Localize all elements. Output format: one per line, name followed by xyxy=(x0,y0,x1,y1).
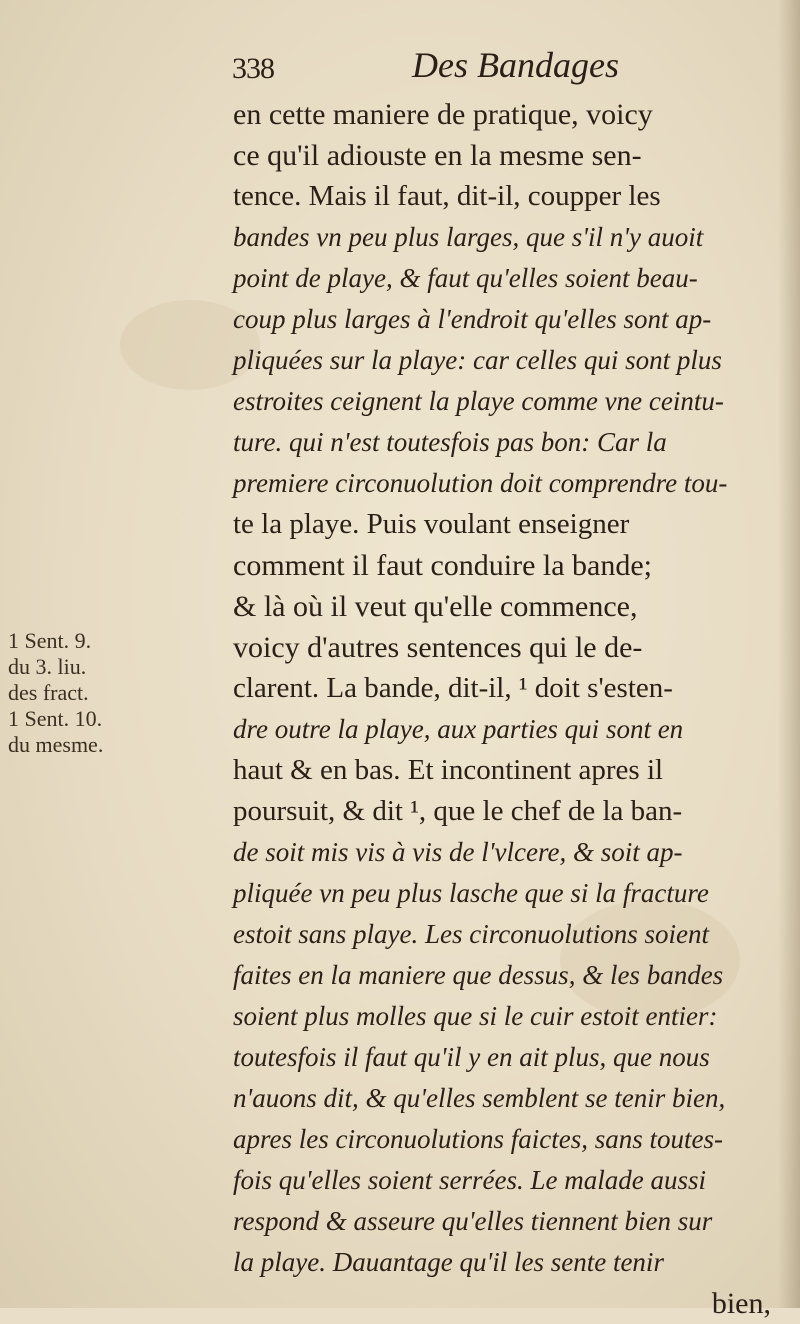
text-line: soient plus molles que si le cuir estoit entier: xyxy=(233,1001,718,1031)
margin-note: du 3. liu. xyxy=(8,654,87,679)
text-line: n'auons dit, & qu'elles semblent se tenir bien, xyxy=(233,1083,726,1113)
text-line: bandes vn peu plus larges, que s'il n'y auoit xyxy=(233,222,704,252)
text-line: point de playe, & faut qu'elles soient beau- xyxy=(233,263,698,293)
text-line: la playe. Dauantage qu'il les sente tenir xyxy=(233,1247,664,1277)
margin-note: des fract. xyxy=(8,680,89,705)
text-line: te la playe. Puis voulant enseigner xyxy=(233,508,630,540)
text-line: pliquées sur la playe: car celles qui sont plus xyxy=(233,345,722,375)
catchword: bien, xyxy=(711,1287,771,1320)
text-line: respond & asseure qu'elles tiennent bien sur xyxy=(233,1206,713,1236)
text-line: clarent. La bande, dit-il, ¹ doit s'esten- xyxy=(233,672,673,704)
text-line: toutesfois il faut qu'il y en ait plus, que nous xyxy=(233,1042,710,1072)
margin-notes xyxy=(8,628,223,758)
text-line: pliquée vn peu plus lasche que si la fracture xyxy=(233,878,709,908)
running-title: Des Bandages xyxy=(412,45,619,85)
text-line: haut & en bas. Et incontinent apres il xyxy=(233,754,664,786)
text-line: comment il faut conduire la bande; xyxy=(233,549,653,582)
text-line: en cette maniere de pratique, voicy xyxy=(233,98,653,131)
text-line: estoit sans playe. Les circonuolutions soient xyxy=(233,919,709,949)
text-line: coup plus larges à l'endroit qu'elles sont ap- xyxy=(233,304,712,334)
text-line: fois qu'elles soient serrées. Le malade aussi xyxy=(233,1165,706,1195)
page-header xyxy=(232,44,792,94)
text-line: ture. qui n'est toutesfois pas bon: Car la xyxy=(233,427,667,457)
text-line: ce qu'il adiouste en la mesme sen- xyxy=(233,139,642,172)
text-line: estroites ceignent la playe comme vne ceintu- xyxy=(233,386,724,416)
text-line: de soit mis vis à vis de l'vlcere, & soit ap- xyxy=(233,837,683,867)
body-text xyxy=(233,94,793,1324)
margin-note: 1 Sent. 10. xyxy=(8,706,103,731)
margin-note: 1 Sent. 9. xyxy=(8,628,92,653)
text-line: apres les circonuolutions faictes, sans toutes- xyxy=(233,1124,723,1154)
text-line: dre outre la playe, aux parties qui sont en xyxy=(233,714,684,744)
text-line: tence. Mais il faut, dit-il, coupper les xyxy=(233,180,661,212)
text-line: premiere circonuolution doit comprendre tou- xyxy=(233,468,728,498)
text-line: poursuit, & dit ¹, que le chef de la ban- xyxy=(233,795,683,827)
text-line: faites en la maniere que dessus, & les bandes xyxy=(233,960,724,990)
text-line: & là où il veut qu'elle commence, xyxy=(233,590,638,623)
text-line: voicy d'autres sentences qui le de- xyxy=(233,631,643,664)
page-number: 338 xyxy=(232,52,274,85)
margin-note: du mesme. xyxy=(8,732,104,757)
